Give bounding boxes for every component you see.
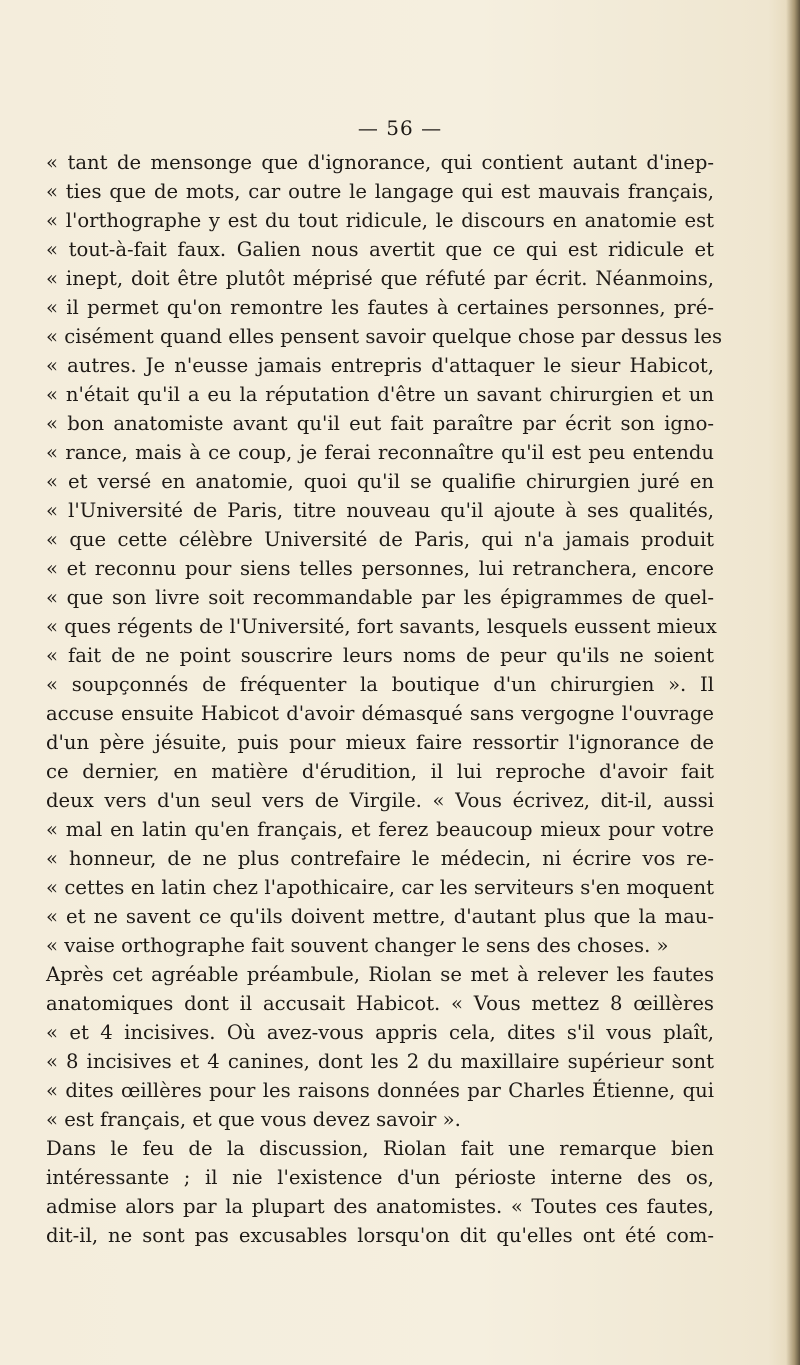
- text-line: « cisément quand elles pensent savoir quelque chose par dessus les: [46, 325, 723, 348]
- page-number: — 56 —: [357, 116, 443, 140]
- text-line: « fait de ne point souscrire leurs noms de peur qu'ils ne soient: [46, 644, 714, 667]
- page-edge-shadow: [786, 0, 800, 1365]
- text-line: admise alors par la plupart des anatomistes. « Toutes ces fautes,: [46, 1195, 714, 1218]
- text-line: « autres. Je n'eusse jamais entrepris d'attaquer le sieur Habicot,: [46, 354, 714, 377]
- text-line: Après cet agréable préambule, Riolan se met à relever les fautes: [46, 963, 714, 986]
- text-line: accuse ensuite Habicot d'avoir démasqué sans vergogne l'ouvrage: [46, 702, 714, 725]
- text-line: « que son livre soit recommandable par les épigrammes de quel-: [46, 586, 714, 609]
- text-line: « rance, mais à ce coup, je ferai reconnaître qu'il est peu entendu: [46, 441, 714, 464]
- text-line: « vaise orthographe fait souvent changer le sens des choses. »: [46, 934, 669, 957]
- text-line: « l'Université de Paris, titre nouveau qu'il ajoute à ses qualités,: [46, 499, 714, 522]
- text-line: « ties que de mots, car outre le langage qui est mauvais français,: [46, 180, 714, 203]
- text-line: « ques régents de l'Université, fort savants, lesquels eussent mieux: [46, 615, 717, 638]
- body-text: [46, 148, 723, 1250]
- text-line: deux vers d'un seul vers de Virgile. « Vous écrivez, dit-il, aussi: [46, 789, 714, 812]
- text-line: « honneur, de ne plus contrefaire le médecin, ni écrire vos re-: [46, 847, 714, 870]
- text-line: « est français, et que vous devez savoir ».: [46, 1108, 461, 1131]
- text-line: « que cette célèbre Université de Paris, qui n'a jamais produit: [46, 528, 714, 551]
- text-line: dit-il, ne sont pas excusables lorsqu'on dit qu'elles ont été com-: [46, 1224, 714, 1247]
- text-line: « tant de mensonge que d'ignorance, qui contient autant d'inep-: [46, 151, 714, 174]
- text-line: « mal en latin qu'en français, et ferez beaucoup mieux pour votre: [46, 818, 714, 841]
- text-line: « et reconnu pour siens telles personnes, lui retranchera, encore: [46, 557, 714, 580]
- text-line: « et 4 incisives. Où avez-vous appris cela, dites s'il vous plaît,: [46, 1021, 714, 1044]
- text-line: Dans le feu de la discussion, Riolan fait une remarque bien: [46, 1137, 714, 1160]
- text-line: « n'était qu'il a eu la réputation d'être un savant chirurgien et un: [46, 383, 714, 406]
- text-line: « soupçonnés de fréquenter la boutique d'un chirurgien ». Il: [46, 673, 714, 696]
- text-line: « bon anatomiste avant qu'il eut fait paraître par écrit son igno-: [46, 412, 714, 435]
- text-line: anatomiques dont il accusait Habicot. « Vous mettez 8 œillères: [46, 992, 714, 1015]
- text-line: « dites œillères pour les raisons données par Charles Étienne, qui: [46, 1079, 714, 1102]
- text-line: « l'orthographe y est du tout ridicule, le discours en anatomie est: [46, 209, 714, 232]
- text-line: « et ne savent ce qu'ils doivent mettre, d'autant plus que la mau-: [46, 905, 714, 928]
- text-line: « 8 incisives et 4 canines, dont les 2 du maxillaire supérieur sont: [46, 1050, 714, 1073]
- text-line: « il permet qu'on remontre les fautes à certaines personnes, pré-: [46, 296, 714, 319]
- text-line: « tout-à-fait faux. Galien nous avertit que ce qui est ridicule et: [46, 238, 714, 261]
- text-line: intéressante ; il nie l'existence d'un périoste interne des os,: [46, 1166, 714, 1189]
- text-line: « cettes en latin chez l'apothicaire, car les serviteurs s'en moquent: [46, 876, 714, 899]
- text-line: d'un père jésuite, puis pour mieux faire ressortir l'ignorance de: [46, 731, 714, 754]
- text-line: ce dernier, en matière d'érudition, il lui reproche d'avoir fait: [46, 760, 714, 783]
- text-line: « et versé en anatomie, quoi qu'il se qualifie chirurgien juré en: [46, 470, 714, 493]
- text-line: « inept, doit être plutôt méprisé que réfuté par écrit. Néanmoins,: [46, 267, 714, 290]
